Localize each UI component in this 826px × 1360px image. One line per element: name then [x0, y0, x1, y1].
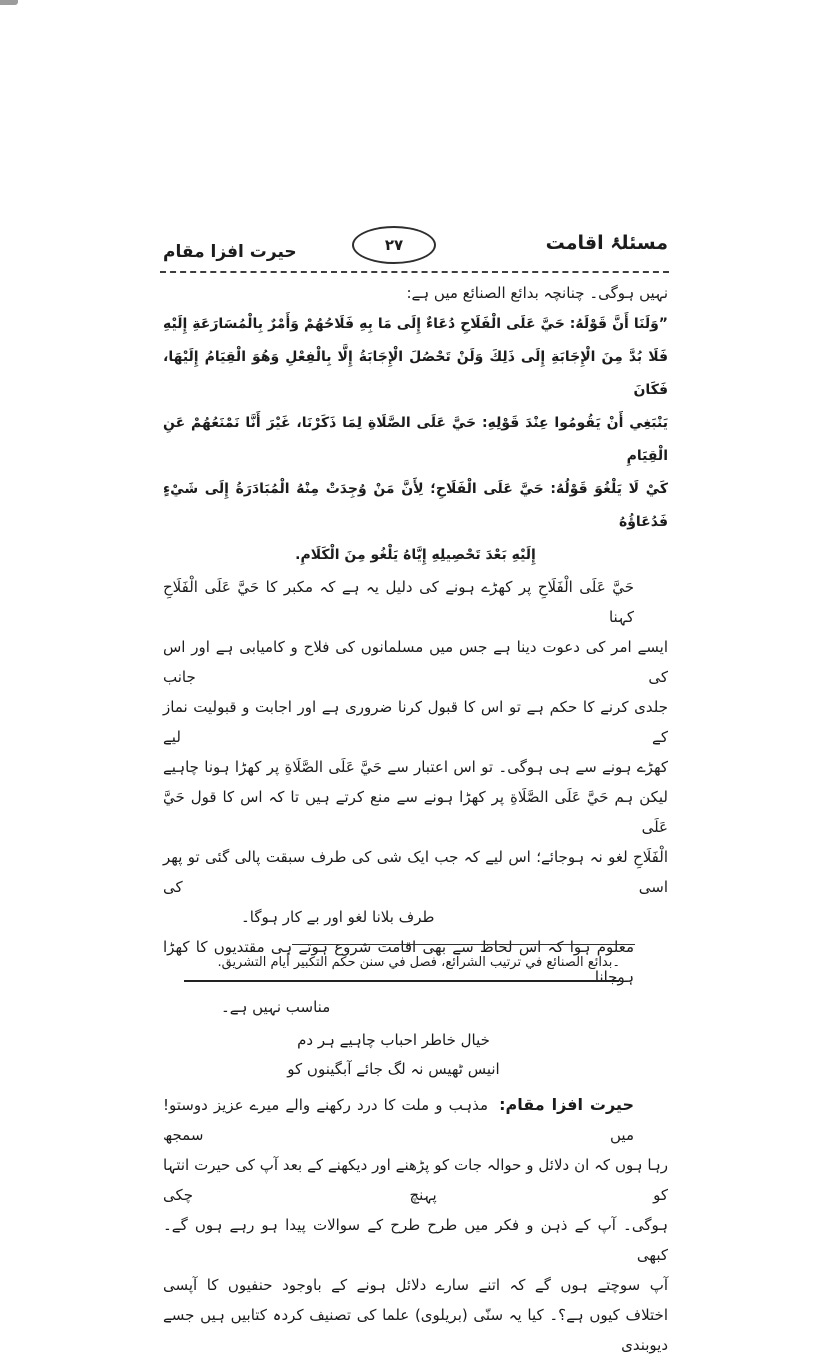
footnote-separator — [292, 944, 635, 945]
arabic-quote-line: فَلَا بُدَّ مِنَ الْإِجَابَةِ إِلَى ذَلِكَ وَلَنْ تَحْصُلَ الْإِجَابَةُ إِلَّا بِالْفِعْلِ وَهُوَ الْقِيَامُ إِلَيْهَا، فَكَانَ — [163, 349, 668, 398]
text-line: ایسے امر کی دعوت دینا ہے جس میں مسلمانوں کی فلاح و کامیابی ہے اور اس کی جانب — [163, 638, 668, 686]
text-line: لیکن ہم حَيَّ عَلَى الصَّلَاةِ پر کھڑا ہونے سے منع کرتے ہیں تا کہ اس کا قول حَيَّ عَلَى — [163, 788, 668, 836]
arabic-quote — [163, 308, 668, 572]
text-line: جلدی کرنے کا حکم ہے تو اس کا قبول کرنا ضروری ہے اور اجابت و قبولیت نماز کے لیے — [163, 698, 668, 746]
arabic-quote-line: كَيْ لَا يَلْغُوَ قَوْلُهُ: حَيَّ عَلَى الْفَلَاحِ؛ لِأَنَّ مَنْ وُجِدَتْ مِنْهُ الْمُبَادَرَةُ إِلَى شَيْءٍ فَدُعَاؤُهُ — [163, 481, 668, 530]
text-line — [163, 1090, 668, 1150]
urdu-paragraph-3 — [163, 1090, 668, 1360]
text-line: رہا ہوں کہ ان دلائل و حوالہ جات کو پڑھنے اور دیکھنے کے بعد آپ کی حیرت انتہا کو پہنچ چکی — [163, 1156, 668, 1204]
page-header — [163, 224, 668, 272]
page-number-badge — [352, 226, 436, 264]
para3-heading: حیرت افزا مقام: — [499, 1095, 634, 1114]
urdu-paragraph-1 — [163, 572, 668, 932]
arabic-quote-line: ”وَلَنَا أَنَّ قَوْلَهُ: حَيَّ عَلَى الْفَلَاحِ دُعَاءٌ إِلَى مَا بِهِ فَلَاحُهُمْ وَأَمْرٌ بِالْمُسَارَعَةِ إِلَيْهِ — [163, 316, 668, 332]
text-line: الْفَلَاحِ لغو نہ ہوجائے؛ اس لیے کہ جب ایک شی کی طرف سبقت پالی گئی تو پھر اسی کی — [163, 848, 668, 896]
page-number: ۲۷ — [384, 236, 404, 254]
footnote-underline — [184, 980, 619, 982]
footnote — [163, 944, 668, 982]
text-line: ہوگی۔ آپ کے ذہن و فکر میں طرح طرح کے سوالات پیدا ہو رہے ہوں گے۔ کبھی — [163, 1216, 668, 1264]
arabic-quote-line: إِلَيْهِ بَعْدَ تَحْصِيلِهِ إِيَّاهُ يَلْغُو مِنَ الْكَلَامِ. — [295, 547, 536, 563]
text-line: اختلاف کیوں ہے؟۔ کیا یہ سنّی (بریلوی) علما کی تصنیف کردہ کتابیں ہیں جسے دیوبندی — [163, 1306, 668, 1354]
arabic-quote-line: يَنْبَغِي أَنْ يَقُومُوا عِنْدَ قَوْلِهِ: حَيَّ عَلَى الصَّلَاةِ لِمَا ذَكَرْنَا، غَيْرَ أَنَّا نَمْنَعُهُمْ عَنِ الْقِيَامِ — [163, 415, 668, 464]
text-line: معلوم ہوا کہ اس لحاظ سے بھی اقامت شروع ہوتے ہی مقتدیوں کا کھڑا ہوجانا — [163, 938, 634, 986]
couplet-line: انیس ٹھیس نہ لگ جائے آبگینوں کو — [287, 1060, 500, 1078]
text-line: حَيَّ عَلَى الْفَلَاحِ پر کھڑے ہونے کی دلیل یہ ہے کہ مکبر کا حَيَّ عَلَى الْفَلَاحِ کہنا — [163, 578, 634, 626]
footnote-text: ۔بدائع الصنائع في ترتيب الشرائع، فصل في سنن حكم التكبير أيام التشريق. — [217, 955, 620, 970]
header-left-title: حیرت افزا مقام — [163, 242, 297, 262]
intro-line: نہیں ہوگی۔ چنانچہ بدائع الصنائع میں ہے: — [406, 284, 668, 302]
header-right-title: مسئلۂ اقامت — [545, 232, 668, 254]
header-divider — [160, 271, 669, 273]
scan-artifact — [0, 0, 18, 5]
text-line: طرف بلانا لغو اور بے کار ہوگا۔ — [241, 908, 435, 926]
text-line: آپ سوچتے ہوں گے کہ اتنے سارے دلائل ہونے کے باوجود حنفیوں کا آپسی — [163, 1276, 668, 1294]
text-line: مناسب نہیں ہے۔ — [221, 998, 331, 1016]
text-line: کھڑے ہونے سے ہی ہوگی۔ تو اس اعتبار سے حَيَّ عَلَى الصَّلَاةِ پر کھڑا ہونا چاہیے — [163, 758, 668, 776]
page-body — [163, 278, 668, 1360]
couplet-line: خیال خاطر احباب چاہیے ہر دم — [297, 1031, 490, 1049]
para3-first-rest: مذہب و ملت کا درد رکھنے والے میرے عزیز دوستو! میں سمجھ — [163, 1096, 634, 1144]
couplet — [141, 1026, 646, 1084]
